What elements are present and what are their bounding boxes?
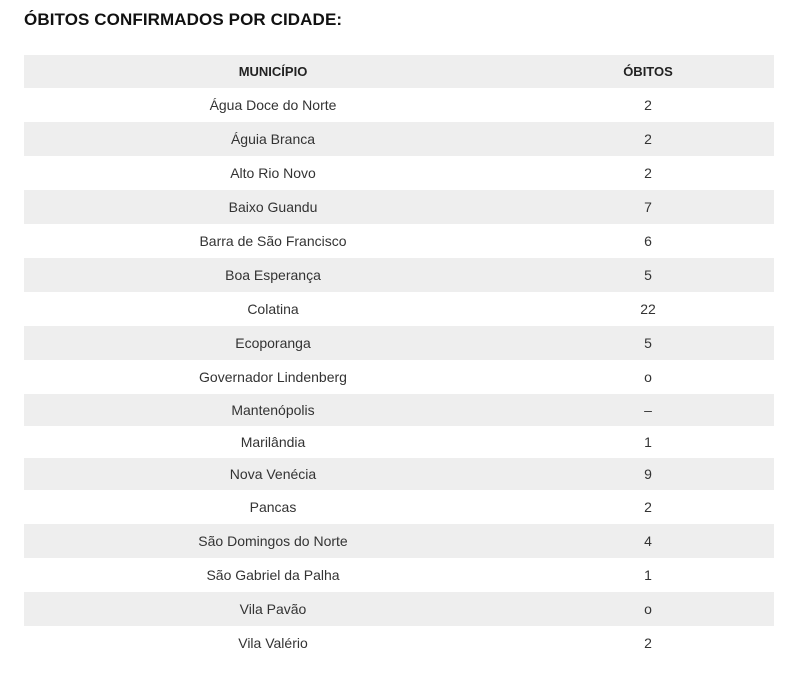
cell-municipio: Alto Rio Novo: [230, 165, 316, 181]
table-row: [24, 394, 774, 426]
cell-municipio: Mantenópolis: [231, 402, 315, 418]
cell-municipio: Governador Lindenberg: [199, 369, 347, 385]
cell-obitos: 22: [640, 301, 656, 317]
cell-obitos: 1: [644, 567, 652, 583]
table-row: [24, 258, 774, 292]
cell-municipio: Águia Branca: [230, 131, 316, 147]
column-header-municipio: MUNICÍPIO: [238, 64, 308, 79]
table-body: [24, 88, 774, 660]
column-header-obitos: ÓBITOS: [623, 64, 673, 79]
cell-municipio: Barra de São Francisco: [199, 233, 347, 249]
cell-obitos: 9: [644, 466, 652, 482]
page-title: ÓBITOS CONFIRMADOS POR CIDADE:: [24, 10, 343, 29]
cell-municipio: Marilândia: [240, 434, 306, 450]
cell-obitos: 4: [644, 533, 652, 549]
cell-obitos: 2: [644, 165, 652, 181]
cell-obitos: o: [644, 369, 652, 385]
cell-obitos: –: [644, 402, 652, 418]
table-row: [24, 558, 774, 592]
cell-municipio: Baixo Guandu: [228, 199, 318, 215]
table-row: [24, 626, 774, 660]
table-header-row: [24, 55, 774, 88]
cell-obitos: 5: [644, 267, 652, 283]
cell-municipio: São Gabriel da Palha: [206, 567, 340, 583]
table-row: [24, 592, 774, 626]
cell-municipio: Colatina: [247, 301, 299, 317]
cell-municipio: Ecoporanga: [235, 335, 311, 351]
table-row: [24, 190, 774, 224]
cell-municipio: Pancas: [249, 499, 297, 515]
table-row: [24, 524, 774, 558]
cell-obitos: 6: [644, 233, 652, 249]
deaths-by-city-table: [24, 55, 774, 660]
table-row: [24, 360, 774, 394]
cell-municipio: Nova Venécia: [229, 466, 317, 482]
cell-obitos: 1: [644, 434, 652, 450]
cell-obitos: 2: [644, 635, 652, 651]
table-row: [24, 224, 774, 258]
cell-obitos: o: [644, 601, 652, 617]
table-row: [24, 122, 774, 156]
table-row: [24, 326, 774, 360]
table-row: [24, 458, 774, 490]
cell-obitos: 2: [644, 131, 652, 147]
cell-municipio: São Domingos do Norte: [198, 533, 348, 549]
table-header: [24, 55, 774, 88]
table-row: [24, 426, 774, 458]
table-row: [24, 88, 774, 122]
cell-obitos: 7: [644, 199, 652, 215]
cell-municipio: Boa Esperança: [225, 267, 321, 283]
cell-obitos: 5: [644, 335, 652, 351]
cell-obitos: 2: [644, 499, 652, 515]
cell-municipio: Água Doce do Norte: [209, 97, 337, 113]
table-row: [24, 156, 774, 190]
table-row: [24, 490, 774, 524]
cell-obitos: 2: [644, 97, 652, 113]
cell-municipio: Vila Valério: [238, 635, 308, 651]
cell-municipio: Vila Pavão: [239, 601, 307, 617]
table-row: [24, 292, 774, 326]
